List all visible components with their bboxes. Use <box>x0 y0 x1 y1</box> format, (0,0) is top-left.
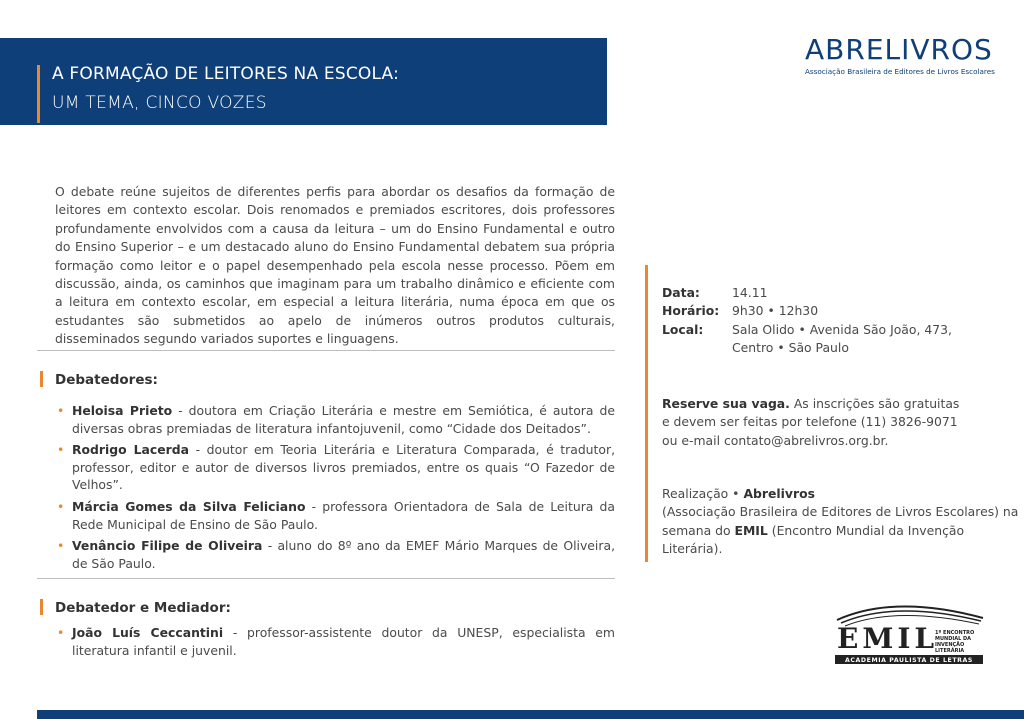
debater-desc: - professora Orientadora de Sala de Leitura da Rede Municipal de Ensino de São Paulo. <box>72 498 615 532</box>
debater-desc: - doutor em Teoria Literária e Literatura Comparada, é tradutor, professor, editor e autor de diversos livros premiados, entre os quais “O Fazedor de Velhos”. <box>72 442 616 493</box>
mediator-desc: - professor-assistente doutor da UNESP, especialista em literatura infantil e juvenil. <box>72 625 615 658</box>
mediator-heading <box>40 599 231 616</box>
place-label: Local: <box>662 321 704 337</box>
reserve-info <box>662 395 959 450</box>
realizacao-line: (Encontro Mundial da Invenção Literária). <box>662 522 965 557</box>
date-label: Data: <box>662 285 700 300</box>
debater-desc: - doutora em Criação Literária e mestre em Semiótica, é autora de diversas obras premiadas de literatura infantojuvenil, como “Cidade dos Deitados”. <box>72 403 615 436</box>
svg-text:ACADEMIA PAULISTA DE LETRAS: ACADEMIA PAULISTA DE LETRAS <box>845 657 973 664</box>
list-item <box>55 537 615 572</box>
bullet-icon: • <box>57 403 65 418</box>
divider <box>37 578 615 579</box>
realizacao-line: (Associação Brasileira de Editores de Livros Escolares) na <box>662 504 1019 520</box>
debater-name: Heloisa Prieto <box>72 403 173 418</box>
list-item <box>55 498 615 533</box>
debaters-heading-label: Debatedores: <box>55 372 158 388</box>
logo-subtitle: Associação Brasileira de Editores de Livros Escolares <box>805 67 995 76</box>
realizacao-label: Realização • <box>662 486 744 501</box>
debaters-list <box>55 402 615 576</box>
realizacao-info <box>662 485 1024 559</box>
info-accent-bar <box>645 265 648 562</box>
svg-text:1º ENCONTRO: 1º ENCONTRO <box>935 630 975 636</box>
footer-bar <box>37 710 1024 719</box>
mediator-name: João Luís Ceccantini <box>72 625 224 640</box>
time-value: 9h30 • 12h30 <box>732 303 819 319</box>
time-label: Horário: <box>662 303 720 319</box>
debater-name: Márcia Gomes da Silva Feliciano <box>72 498 306 514</box>
bullet-icon: • <box>57 538 65 554</box>
debaters-heading <box>40 371 158 388</box>
page-title: A FORMAÇÃO DE LEITORES NA ESCOLA: <box>52 64 400 84</box>
list-item <box>55 441 615 494</box>
accent-bar <box>37 65 40 123</box>
svg-text:INVENÇÃO: INVENÇÃO <box>935 642 965 648</box>
emil-name: EMIL <box>734 522 768 538</box>
list-item <box>55 402 615 437</box>
intro-paragraph: O debate reúne sujeitos de diferentes perfis para abordar os desafios da formação de leitores em contexto escolar. Dois renomados e premiados escritores, dois professores profundamente envolvidos com a causa da leitura – um do Ensino Fundamental e outro do Ensino Superior – e um destacado aluno do Ensino Fundamental debatem sua própria formação como leitor e o papel desempenhado pela escola nesse processo. Põem em discussão, ainda, os caminhos que imaginam para um trabalho dinâmico e eficiente com a leitura em contexto escolar, em especial a leitura literária, numa época em que os estudantes são submetidos ao apelo de inúmeros outros produtos culturais, disseminados segundo variados suportes e linguagens. <box>55 184 615 347</box>
reserve-text: As inscrições são gratuitas <box>789 396 960 411</box>
divider <box>37 350 615 351</box>
debater-desc: - aluno do 8º ano da EMEF Mário Marques de Oliveira, de São Paulo. <box>72 538 616 571</box>
section-marker <box>40 599 43 615</box>
title-banner <box>0 38 607 125</box>
section-marker <box>40 371 43 387</box>
realizacao-line: semana do <box>662 522 735 538</box>
date-value: 14.11 <box>732 285 768 300</box>
svg-text:MUNDIAL DA: MUNDIAL DA <box>935 636 972 642</box>
emil-logo <box>835 598 985 664</box>
svg-text:LITERÁRIA: LITERÁRIA <box>935 648 965 654</box>
event-details <box>662 284 952 358</box>
abrelivros-logo <box>805 33 995 76</box>
reserve-phone: e devem ser feitas por telefone (11) 3826-9071 <box>662 414 958 430</box>
list-item <box>55 624 615 659</box>
reserve-heading: Reserve sua vaga. <box>662 396 790 411</box>
debater-name: Venâncio Filipe de Oliveira <box>72 538 263 554</box>
bullet-icon: • <box>57 498 65 514</box>
bullet-icon: • <box>57 625 65 640</box>
place-line: Centro • São Paulo <box>732 340 849 356</box>
mediator-list <box>55 624 615 663</box>
bullet-icon: • <box>57 442 65 458</box>
debater-name: Rodrigo Lacerda <box>72 442 189 458</box>
mediator-heading-label: Debatedor e Mediador: <box>55 600 231 616</box>
svg-text:EMIL: EMIL <box>837 622 939 655</box>
reserve-email: ou e-mail contato@abrelivros.org.br. <box>662 432 889 448</box>
place-line: Sala Olido • Avenida São João, 473, <box>732 321 952 337</box>
logo-name: ABRELIVROS <box>805 33 993 66</box>
page-subtitle: UM TEMA, CINCO VOZES <box>52 93 267 113</box>
realizacao-org: Abrelivros <box>743 486 815 501</box>
emil-arch-icon <box>835 598 985 664</box>
